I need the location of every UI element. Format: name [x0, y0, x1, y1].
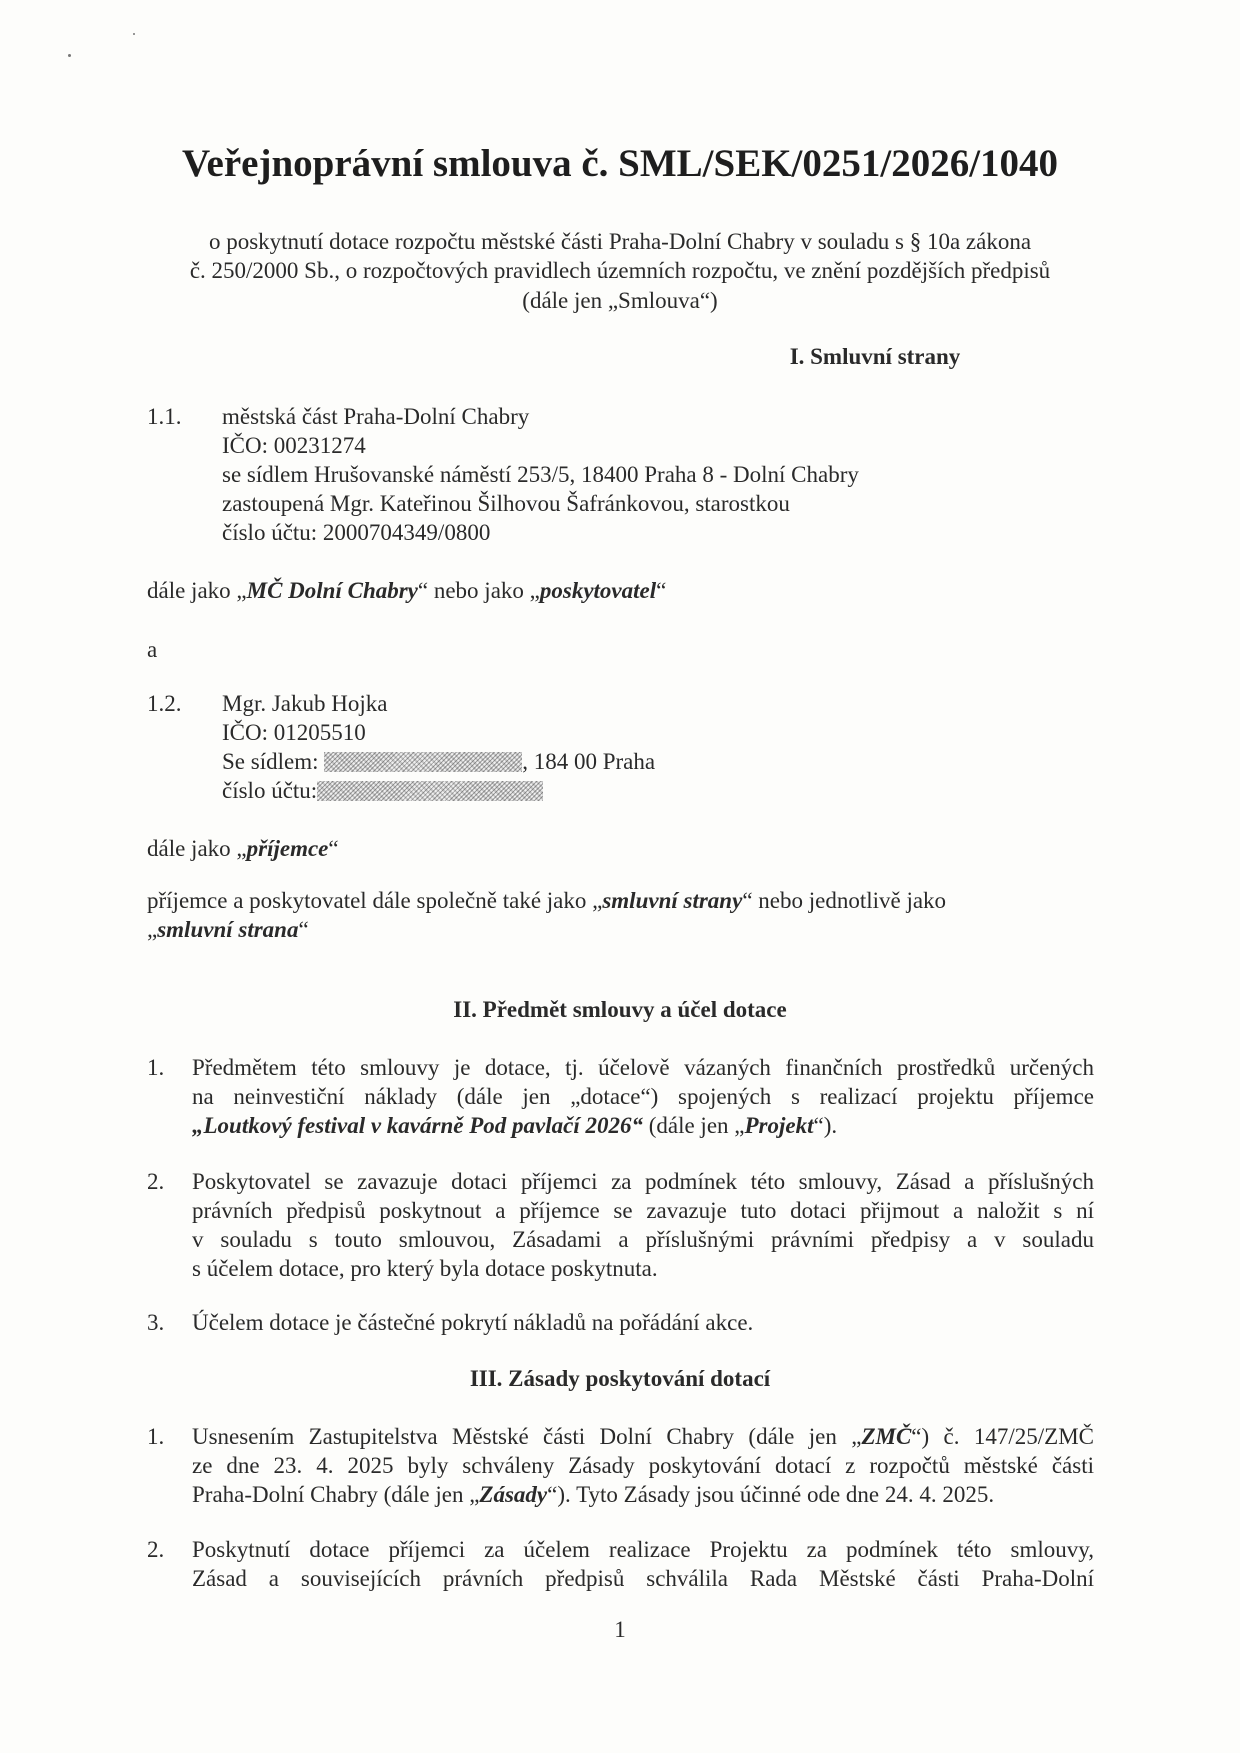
section-heading: II. Předmět smlouvy a účel dotace	[453, 997, 787, 1022]
alias-text: dále jako „	[147, 578, 247, 603]
clause-number: 1.	[147, 1424, 165, 1449]
alias-term: smluvní strany	[602, 888, 743, 913]
subtitle-line: č. 250/2000 Sb., o rozpočtových pravidlech územních rozpočtu, ve znění pozdějších předpisů	[189, 258, 1051, 283]
alias-text: “	[328, 836, 339, 861]
party-alias-line	[147, 576, 666, 605]
party-ico: IČO: 00231274	[222, 433, 366, 458]
alias-term: Zásady	[479, 1482, 548, 1507]
clause-text	[192, 1535, 1094, 1593]
text-fragment: “). Tyto Zásady jsou účinné ode dne 24. 4. 2025.	[547, 1482, 995, 1507]
section-heading: III. Zásady poskytování dotací	[469, 1366, 771, 1391]
seat-label: Se sídlem:	[222, 749, 319, 774]
page-number: 1	[614, 1617, 626, 1642]
alias-term: MČ Dolní Chabry	[246, 578, 418, 603]
scan-speck	[133, 33, 135, 35]
alias-text: příjemce a poskytovatel dále společně také jako „	[147, 888, 603, 913]
party-seat: se sídlem Hrušovanské náměstí 253/5, 18400 Praha 8 - Dolní Chabry	[222, 462, 859, 487]
text-fragment: Usnesením Zastupitelstva Městské části Dolní Chabry (dále jen „	[192, 1424, 862, 1449]
text-line: v souladu s touto smlouvou, Zásadami a příslušnými právními předpisy a v souladu	[192, 1227, 1094, 1252]
document-title: Veřejnoprávní smlouva č. SML/SEK/0251/2026/1040	[181, 142, 1059, 185]
text-line: na neinvestiční náklady (dále jen „dotace“) spojených s realizací projektu příjemce	[192, 1084, 1094, 1109]
party-alias-line	[147, 834, 339, 863]
clause-number: 3.	[147, 1310, 165, 1335]
joint-alias-line	[147, 915, 309, 944]
clause-number: 2.	[147, 1169, 165, 1194]
alias-text: “	[656, 578, 667, 603]
text-line: Poskytnutí dotace příjemci za účelem realizace Projektu za podmínek této smlouvy,	[192, 1537, 1094, 1562]
party-seat	[222, 747, 655, 776]
section-heading: I. Smluvní strany	[789, 344, 961, 369]
clause-text	[192, 1053, 1094, 1140]
clause-number: 1.1.	[147, 404, 182, 429]
text-fragment: “).	[813, 1113, 838, 1138]
party-account: číslo účtu: 2000704349/0800	[222, 520, 491, 545]
alias-text: “ nebo jako „	[417, 578, 540, 603]
text-fragment: Praha-Dolní Chabry (dále jen „	[192, 1482, 480, 1507]
text-line: ze dne 23. 4. 2025 byly schváleny Zásady poskytování dotací z rozpočtů městské části	[192, 1453, 1094, 1478]
text-line	[192, 1422, 1094, 1451]
conjunction: a	[147, 637, 158, 662]
text-line: Účelem dotace je částečné pokrytí nákladů na pořádání akce.	[192, 1310, 754, 1335]
party-representative: zastoupená Mgr. Kateřinou Šilhovou Šafránkovou, starostkou	[222, 491, 790, 516]
scan-speck	[68, 54, 71, 57]
text-line: právních předpisů poskytnout a příjemce se zavazuje tuto dotaci přijmout a naložit s ní	[192, 1198, 1094, 1223]
text-line: s účelem dotace, pro který byla dotace poskytnuta.	[192, 1256, 658, 1281]
redacted-address	[324, 752, 522, 772]
seat-suffix: , 184 00 Praha	[522, 749, 656, 774]
alias-text: “	[298, 917, 309, 942]
subtitle-line: o poskytnutí dotace rozpočtu městské části Praha-Dolní Chabry v souladu s § 10a zákona	[208, 229, 1032, 254]
alias-term: poskytovatel	[539, 578, 657, 603]
alias-term: smluvní strana	[157, 917, 299, 942]
clause-text	[192, 1422, 1094, 1509]
project-name: „Loutkový festival v kavárně Pod pavlačí 2026“	[192, 1113, 643, 1138]
alias-term: příjemce	[246, 836, 329, 861]
text-line	[192, 1111, 1094, 1140]
joint-alias-line	[147, 886, 946, 915]
subtitle-line: (dále jen „Smlouva“)	[522, 288, 718, 313]
text-line: Poskytovatel se zavazuje dotaci příjemci za podmínek této smlouvy, Zásad a příslušných	[192, 1169, 1094, 1194]
alias-term: ZMČ	[861, 1424, 912, 1449]
party-name: městská část Praha-Dolní Chabry	[222, 404, 530, 429]
text-line	[192, 1480, 1094, 1509]
alias-text: „	[147, 917, 158, 942]
clause-number: 1.	[147, 1055, 165, 1080]
redacted-account	[317, 781, 543, 801]
clause-text	[192, 1167, 1094, 1283]
clause-number: 2.	[147, 1537, 165, 1562]
text-line: Zásad a souvisejících právních předpisů schválila Rada Městské části Praha-Dolní	[192, 1566, 1094, 1591]
text-line: Předmětem této smlouvy je dotace, tj. účelově vázaných finančních prostředků určených	[192, 1055, 1094, 1080]
text-fragment: (dále jen „	[642, 1113, 745, 1138]
clause-number: 1.2.	[147, 691, 182, 716]
alias-term: Projekt	[744, 1113, 814, 1138]
party-name: Mgr. Jakub Hojka	[222, 691, 388, 716]
clause-text	[192, 1308, 1094, 1337]
party-ico: IČO: 01205510	[222, 720, 366, 745]
text-fragment: “) č. 147/25/ZMČ	[911, 1424, 1095, 1449]
alias-text: dále jako „	[147, 836, 247, 861]
party-account	[222, 776, 543, 805]
account-label: číslo účtu:	[222, 778, 318, 803]
alias-text: “ nebo jednotlivě jako	[742, 888, 947, 913]
